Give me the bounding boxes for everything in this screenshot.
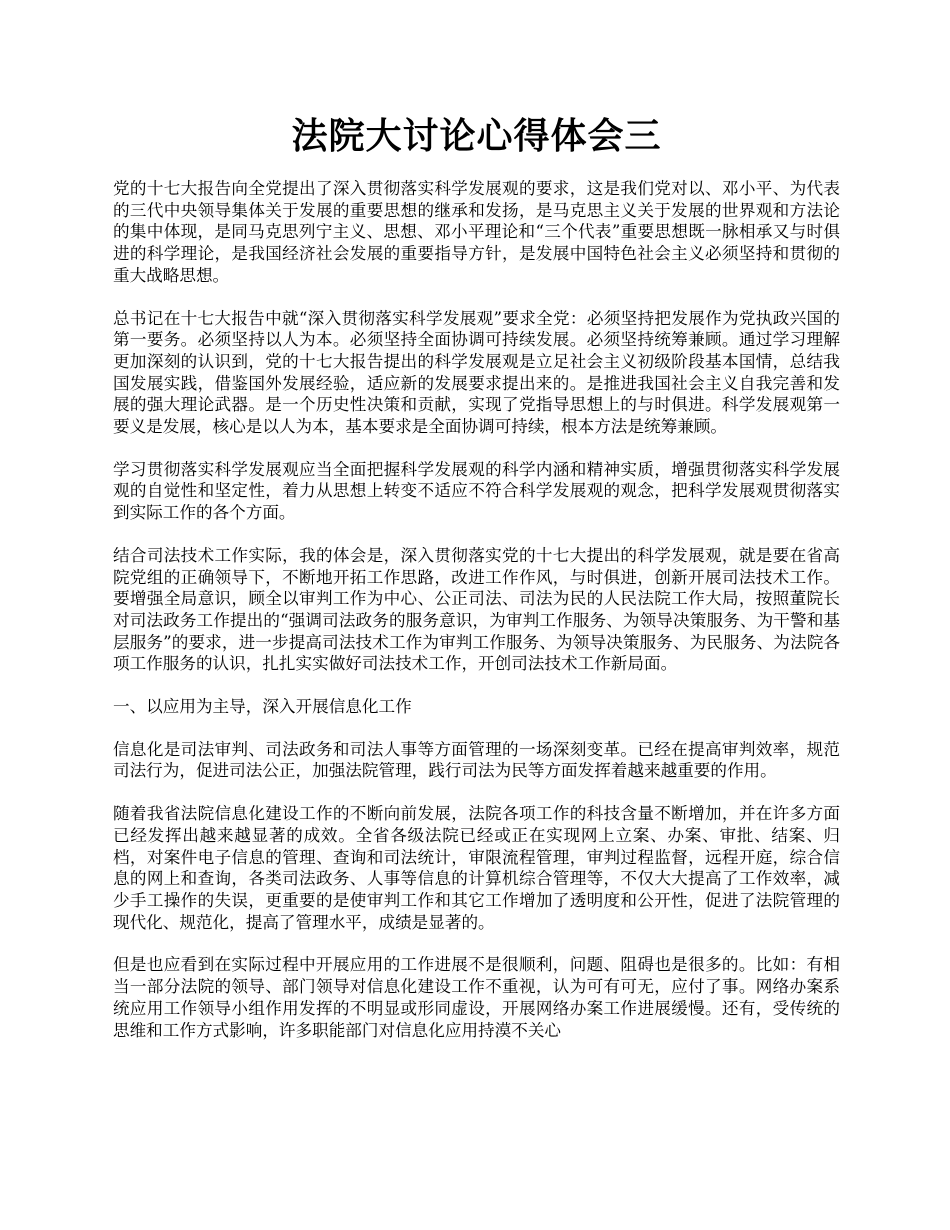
document-page (113, 108, 840, 1062)
paragraph-1: 党的十七大报告向全党提出了深入贯彻落实科学发展观的要求，这是我们党对以、邓小平、为代表的三代中央领导集体关于发展的重要思想的继承和发扬，是马克思主义关于发展的世界观和方法论的集中体现，是同马克思列宁主义、思想、邓小平理论和“三个代表”重要思想既一脉相承又与时俱进的科学理论，是我国经济社会发展的重要指导方针，是发展中国特色社会主义必须坚持和贯彻的重大战略思想。 (113, 179, 840, 285)
paragraph-5: 信息化是司法审判、司法政务和司法人事等方面管理的一场深刻变革。已经在提高审判效率，规范司法行为，促进司法公正，加强法院管理，践行司法为民等方面发挥着越来越重要的作用。 (113, 739, 840, 781)
paragraph-6: 随着我省法院信息化建设工作的不断向前发展，法院各项工作的科技含量不断增加，并在许多方面已经发挥出越来越显著的成效。全省各级法院已经或正在实现网上立案、办案、审批、结案、归档，对案件电子信息的管理、查询和司法统计，审限流程管理，审判过程监督，远程开庭，综合信息的网上和查询，各类司法政务、人事等信息的计算机综合管理等，不仅大大提高了工作效率，减少手工操作的失误，更重要的是使审判工作和其它工作增加了透明度和公开性，促进了法院管理的现代化、规范化，提高了管理水平，成绩是显著的。 (113, 804, 840, 932)
paragraph-3: 学习贯彻落实科学发展观应当全面把握科学发展观的科学内涵和精神实质，增强贯彻落实科学发展观的自觉性和坚定性，着力从思想上转变不适应不符合科学发展观的观念，把科学发展观贯彻落实到实际工作的各个方面。 (113, 459, 840, 523)
paragraph-7: 但是也应看到在实际过程中开展应用的工作进展不是很顺利，问题、阻碍也是很多的。比如：有相当一部分法院的领导、部门领导对信息化建设工作不重视，认为可有可无，应付了事。网络办案系统应用工作领导小组作用发挥的不明显或形同虚设，开展网络办案工作进展缓慢。还有，受传统的思维和工作方式影响，许多职能部门对信息化应用持漠不关心 (113, 955, 840, 1040)
paragraph-4: 结合司法技术工作实际，我的体会是，深入贯彻落实党的十七大提出的科学发展观，就是要在省高院党组的正确领导下，不断地开拓工作思路，改进工作作风，与时俱进，创新开展司法技术工作。要增强全局意识，顾全以审判工作为中心、公正司法、司法为民的人民法院工作大局，按照董院长对司法政务工作提出的“强调司法政务的服务意识，为审判工作服务、为领导决策服务、为干警和基层服务”的要求，进一步提高司法技术工作为审判工作服务、为领导决策服务、为民服务、为法院各项工作服务的认识，扎扎实实做好司法技术工作，开创司法技术工作新局面。 (113, 545, 840, 674)
paragraph-2: 总书记在十七大报告中就“深入贯彻落实科学发展观”要求全党：必须坚持把发展作为党执政兴国的第一要务。必须坚持以人为本。必须坚持全面协调可持续发展。必须坚持统筹兼顾。通过学习理解更加深刻的认识到，党的十七大报告提出的科学发展观是立足社会主义初级阶段基本国情，总结我国发展实践，借鉴国外发展经验，适应新的发展要求提出来的。是推进我国社会主义自我完善和发展的强大理论武器。是一个历史性决策和贡献，实现了党指导思想上的与时俱进。科学发展观第一要义是发展，核心是以人为本，基本要求是全面协调可持续，根本方法是统筹兼顾。 (113, 308, 840, 437)
document-title: 法院大讨论心得体会三 (291, 115, 662, 157)
section-heading-1: 一、以应用为主导，深入开展信息化工作 (113, 697, 412, 717)
